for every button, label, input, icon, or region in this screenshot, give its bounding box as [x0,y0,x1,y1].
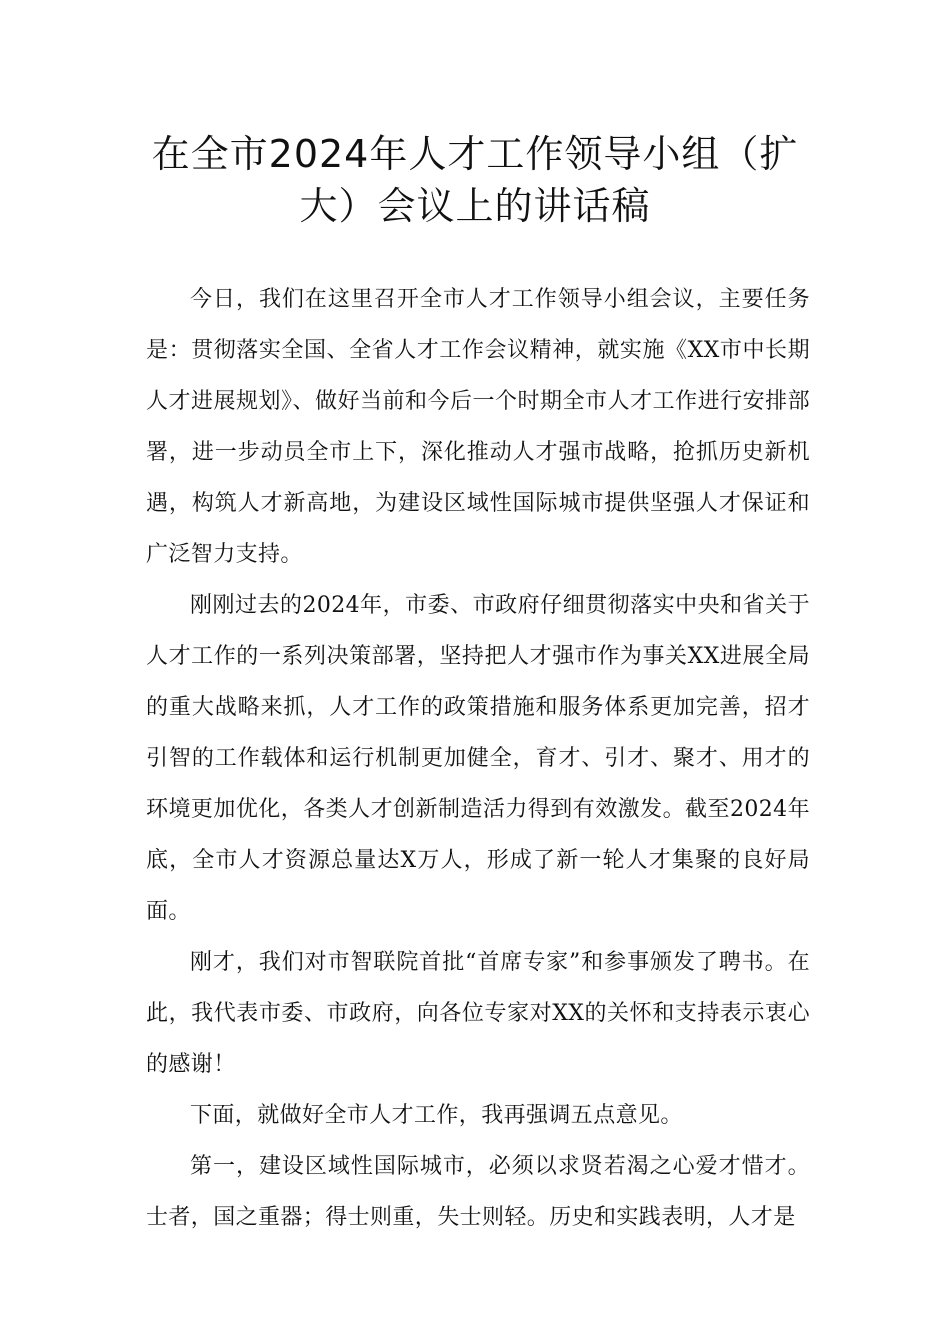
paragraph-five-points: 下面，就做好全市人才工作，我再强调五点意见。 [190,1103,683,1128]
document-body [146,274,810,1243]
paragraph-opening: 今日，我们在这里召开全市人才工作领导小组会议，主要任务是：贯彻落实全国、全省人才工作会议精神，就实施《XX市中长期人才进展规划》、做好当前和今后一个时期全市人才工作进行安排部署，进一步动员全市上下，深化推动人才强市战略，抢抓历史新机遇，构筑人才新高地，为建设区域性国际城市提供坚强人才保证和广泛智力支持。 [146,287,810,567]
paragraph-first-point: 第一，建设区域性国际城市，必须以求贤若渴之心爱才惜才。士者，国之重器；得士则重，失士则轻。历史和实践表明，人才是 [146,1154,810,1230]
paragraph-appointment: 刚才，我们对市智联院首批“首席专家”和参事颁发了聘书。在此，我代表市委、市政府，向各位专家对XX的关怀和支持表示衷心的感谢！ [146,950,810,1077]
document-title: 在全市2024年人才工作领导小组（扩大）会议上的讲话稿 [151,132,799,228]
paragraph-review-2024: 刚刚过去的2024年，市委、市政府仔细贯彻落实中央和省关于人才工作的一系列决策部署，坚持把人才强市作为事关XX进展全局的重大战略来抓，人才工作的政策措施和服务体系更加完善，招才引智的工作载体和运行机制更加健全，育才、引才、聚才、用才的环境更加优化，各类人才创新制造活力得到有效激发。截至2024年底，全市人才资源总量达X万人，形成了新一轮人才集聚的良好局面。 [146,593,810,924]
